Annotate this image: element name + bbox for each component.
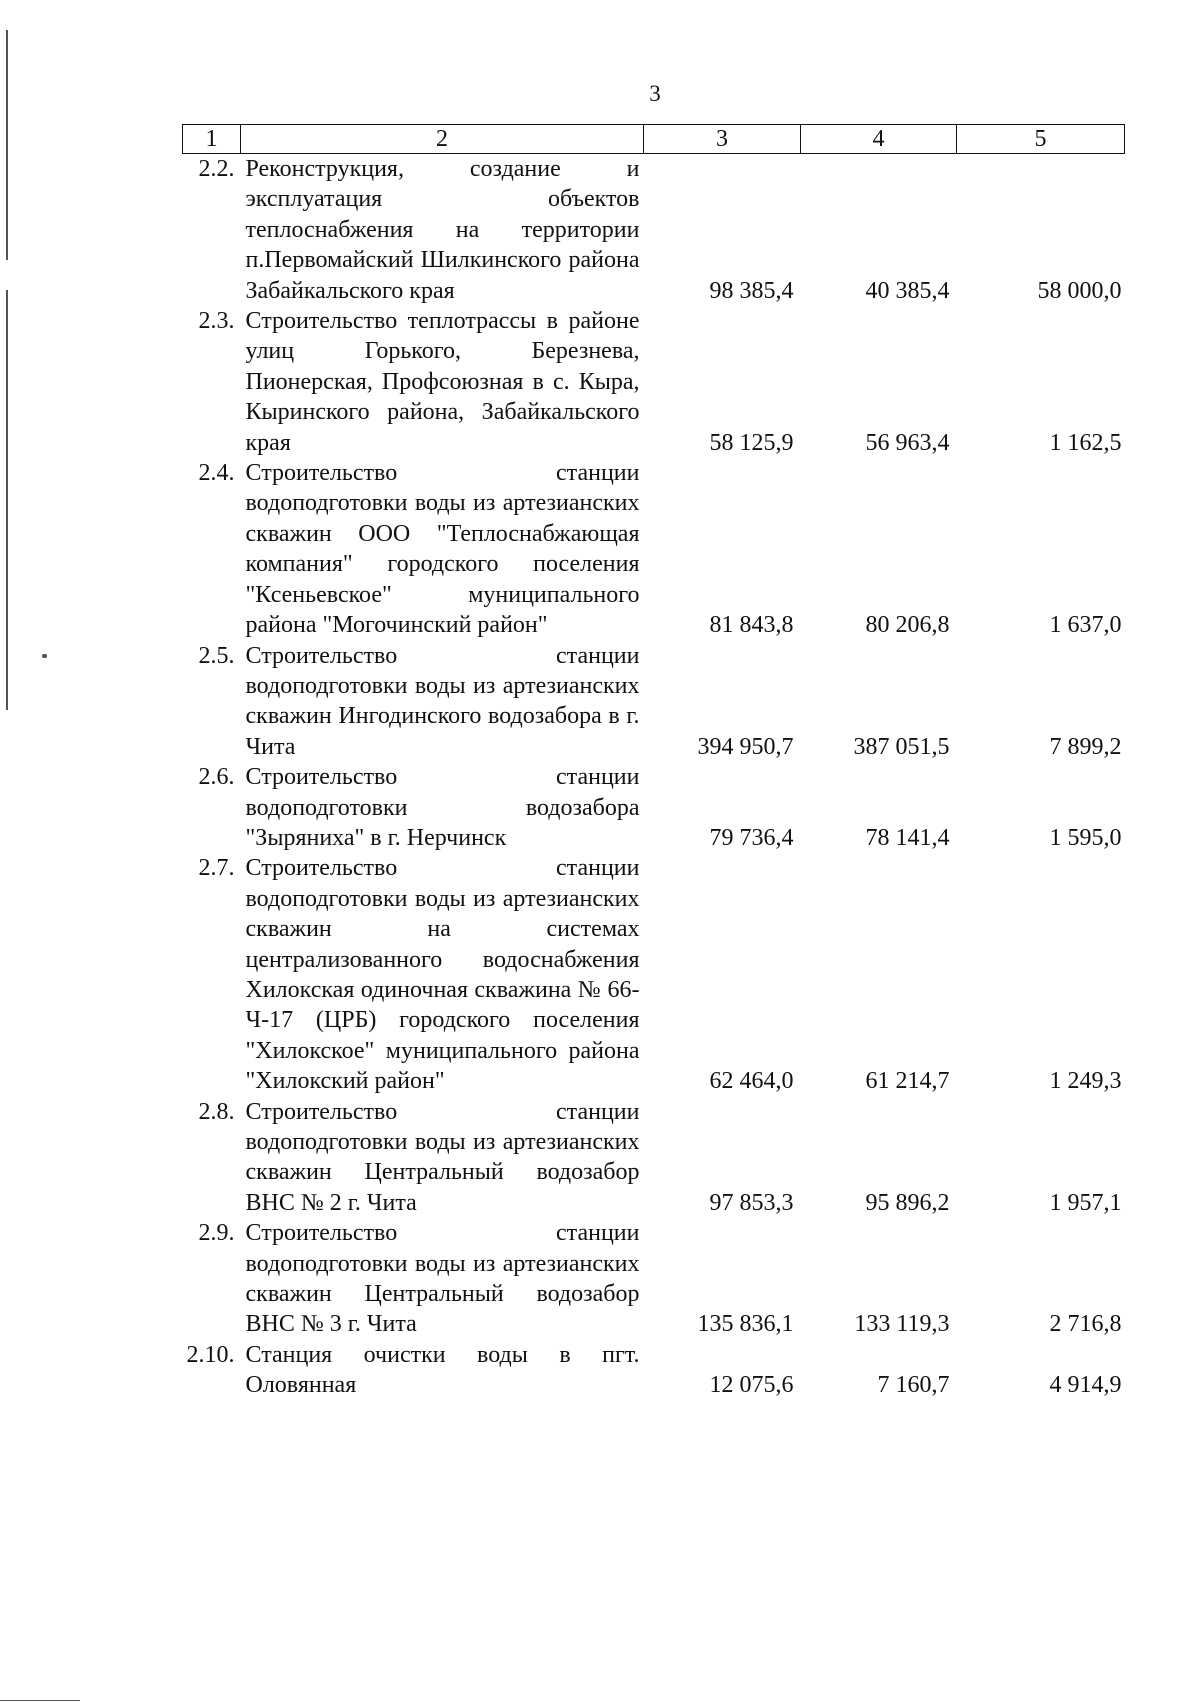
row-description: Строительство станции водоподготовки воды из артезианских скважин Ингодинского водозабора в г. Чита (245, 642, 640, 760)
header-col-5: 5 (957, 125, 1125, 154)
row-number: 2.8. (198, 1098, 235, 1125)
header-col-4: 4 (801, 125, 957, 154)
row-description: Строительство теплотрассы в районе улиц Горького, Березнева, Пионерская, Профсоюзная в с. Кыра, Кыринского района, Забайкальского края (245, 308, 640, 456)
table-row (183, 1340, 1125, 1401)
row-description: Реконструкция, создание и эксплуатация объектов теплоснабжения на территории п.Первомайский Шилкинского района Забайкальского края (245, 156, 640, 304)
row-number: 2.7. (198, 855, 235, 882)
row-number: 2.9. (198, 1220, 235, 1247)
row-number: 2.6. (198, 764, 235, 791)
row-number: 2.5. (198, 642, 235, 669)
table-row (183, 762, 1125, 853)
scan-margin-line (6, 290, 8, 710)
table-header-row (183, 125, 1125, 154)
row-number: 2.2. (198, 156, 235, 182)
row-description: Строительство станции водоподготовки воды из артезианских скважин Центральный водозабор ВНС № 3 г. Чита (245, 1220, 640, 1338)
row-description: Строительство станции водоподготовки воды из артезианских скважин на системах централизованного водоснабжения Хилокская одиночная скважина № 66-Ч-17 (ЦРБ) городского поселения "Хилокское" муниципального района "Хилокский район" (245, 855, 640, 1095)
header-col-1: 1 (183, 125, 241, 154)
row-value-col5: 1 637,0 (1049, 612, 1122, 639)
row-value-col4: 56 963,4 (865, 429, 950, 456)
row-number: 2.10. (186, 1341, 235, 1368)
row-value-col4: 61 214,7 (865, 1068, 950, 1095)
row-number: 2.3. (198, 308, 235, 335)
row-value-total: 58 125,9 (709, 429, 794, 456)
row-value-col5: 58 000,0 (1037, 277, 1122, 304)
row-value-col4: 95 896,2 (865, 1189, 950, 1216)
scan-margin-line (6, 30, 8, 260)
row-value-total: 98 385,4 (709, 277, 794, 304)
row-number: 2.4. (198, 460, 235, 487)
row-value-col4: 80 206,8 (865, 612, 950, 639)
row-value-col4: 387 051,5 (853, 733, 950, 760)
row-description: Строительство станции водоподготовки водозабора "Зыряниха" в г. Нерчинск (245, 764, 640, 851)
row-value-total: 12 075,6 (709, 1372, 794, 1399)
row-value-col5: 1 957,1 (1049, 1189, 1122, 1216)
row-value-col4: 40 385,4 (865, 277, 950, 304)
row-description: Строительство станции водоподготовки воды из артезианских скважин Центральный водозабор ВНС № 2 г. Чита (245, 1098, 640, 1216)
table-row (183, 641, 1125, 763)
row-description: Станция очистки воды в пгт. Оловянная (245, 1341, 640, 1399)
table-row (183, 1097, 1125, 1219)
row-value-col4: 7 160,7 (877, 1372, 950, 1399)
page-number: 3 (649, 81, 661, 106)
row-value-col5: 1 249,3 (1049, 1068, 1122, 1095)
funding-table (182, 124, 1125, 1401)
header-col-2: 2 (241, 125, 644, 154)
header-col-3: 3 (644, 125, 801, 154)
table-row (183, 306, 1125, 458)
table-row (183, 154, 1125, 307)
row-value-col5: 7 899,2 (1049, 733, 1122, 760)
row-value-total: 97 853,3 (709, 1189, 794, 1216)
row-value-total: 79 736,4 (709, 824, 794, 851)
row-value-col5: 2 716,8 (1049, 1311, 1122, 1338)
table-row (183, 853, 1125, 1096)
row-value-total: 62 464,0 (709, 1068, 794, 1095)
row-value-total: 394 950,7 (697, 733, 794, 760)
scan-margin-line (0, 1700, 80, 1701)
row-value-total: 81 843,8 (709, 612, 794, 639)
row-value-col5: 4 914,9 (1049, 1372, 1122, 1399)
row-value-total: 135 836,1 (697, 1311, 794, 1338)
row-value-col5: 1 162,5 (1049, 429, 1122, 456)
table-row (183, 1218, 1125, 1340)
row-value-col4: 78 141,4 (865, 824, 950, 851)
row-description: Строительство станции водоподготовки воды из артезианских скважин ООО "Теплоснабжающая компания" городского поселения "Ксеньевское" муниципального района "Могочинский район" (245, 460, 640, 639)
table-row (183, 458, 1125, 640)
row-value-col5: 1 595,0 (1049, 824, 1122, 851)
scan-margin-dot (42, 654, 47, 658)
row-value-col4: 133 119,3 (854, 1311, 950, 1338)
